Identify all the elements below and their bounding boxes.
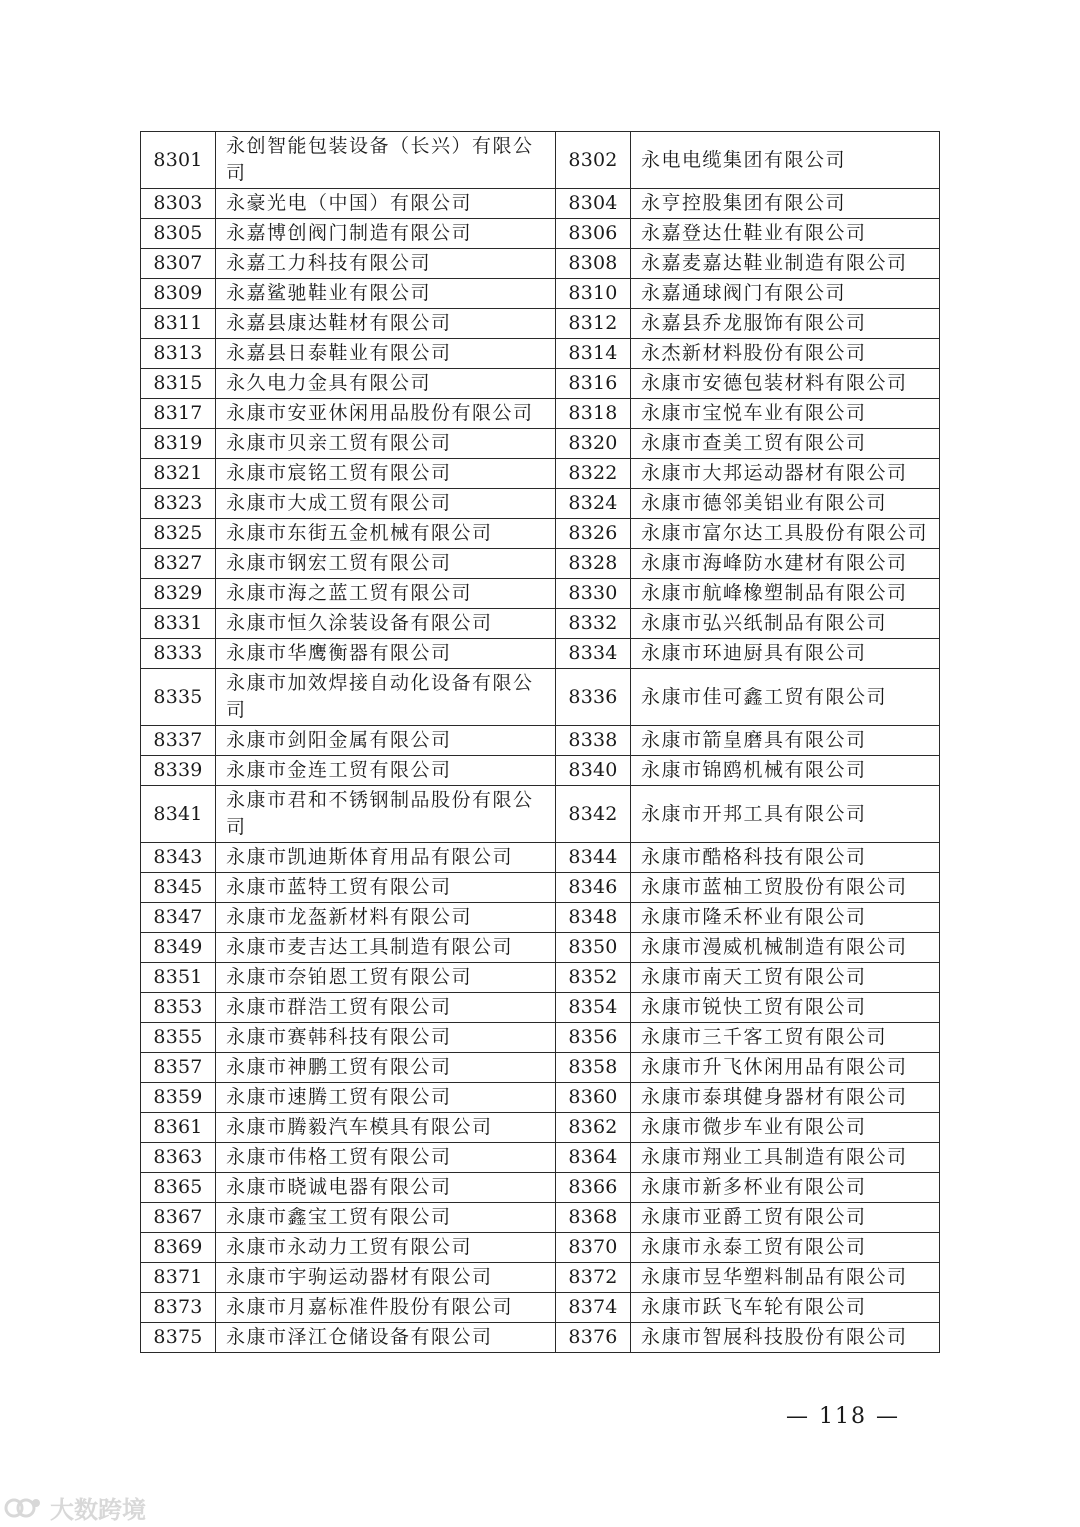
right-number-cell: 8372 <box>556 1263 631 1293</box>
left-number-cell: 8345 <box>141 873 216 903</box>
left-number-cell: 8337 <box>141 726 216 756</box>
left-number-cell: 8331 <box>141 609 216 639</box>
right-number-cell: 8376 <box>556 1323 631 1353</box>
table-row <box>141 1203 940 1233</box>
left-company-cell: 永康市赛韩科技有限公司 <box>216 1023 556 1053</box>
right-number-cell: 8340 <box>556 756 631 786</box>
left-company-cell: 永康市伟格工贸有限公司 <box>216 1143 556 1173</box>
right-number-cell: 8320 <box>556 429 631 459</box>
left-number-cell: 8371 <box>141 1263 216 1293</box>
table-row <box>141 579 940 609</box>
left-number-cell: 8339 <box>141 756 216 786</box>
table-row <box>141 1173 940 1203</box>
left-company-cell: 永康市晓诚电器有限公司 <box>216 1173 556 1203</box>
table-row <box>141 132 940 189</box>
right-company-cell: 永康市永泰工贸有限公司 <box>631 1233 940 1263</box>
right-company-cell: 永康市酷格科技有限公司 <box>631 843 940 873</box>
left-company-cell: 永康市金连工贸有限公司 <box>216 756 556 786</box>
left-number-cell: 8355 <box>141 1023 216 1053</box>
right-company-cell: 永杰新材料股份有限公司 <box>631 339 940 369</box>
right-company-cell: 永康市德邻美铝业有限公司 <box>631 489 940 519</box>
left-number-cell: 8365 <box>141 1173 216 1203</box>
left-number-cell: 8357 <box>141 1053 216 1083</box>
left-company-cell: 永康市永动力工贸有限公司 <box>216 1233 556 1263</box>
table-row <box>141 1323 940 1353</box>
table-row <box>141 489 940 519</box>
right-number-cell: 8344 <box>556 843 631 873</box>
page-number: — 118 — <box>786 1404 900 1429</box>
right-company-cell: 永康市微步车业有限公司 <box>631 1113 940 1143</box>
table-row <box>141 1023 940 1053</box>
left-company-cell: 永康市月嘉标准件股份有限公司 <box>216 1293 556 1323</box>
left-company-cell: 永嘉博创阀门制造有限公司 <box>216 219 556 249</box>
right-company-cell: 永康市漫威机械制造有限公司 <box>631 933 940 963</box>
table-row <box>141 309 940 339</box>
right-number-cell: 8368 <box>556 1203 631 1233</box>
right-number-cell: 8304 <box>556 189 631 219</box>
watermark-logo-icon <box>4 1495 44 1521</box>
left-company-cell: 永康市奈铂恩工贸有限公司 <box>216 963 556 993</box>
table-row <box>141 339 940 369</box>
left-number-cell: 8335 <box>141 669 216 726</box>
left-number-cell: 8309 <box>141 279 216 309</box>
table-row <box>141 1113 940 1143</box>
table-row <box>141 963 940 993</box>
right-number-cell: 8306 <box>556 219 631 249</box>
company-list-body <box>141 132 940 1353</box>
table-row <box>141 519 940 549</box>
right-company-cell: 永康市富尔达工具股份有限公司 <box>631 519 940 549</box>
right-company-cell: 永康市新多杯业有限公司 <box>631 1173 940 1203</box>
right-company-cell: 永康市泰琪健身器材有限公司 <box>631 1083 940 1113</box>
left-company-cell: 永康市君和不锈钢制品股份有限公司 <box>216 786 556 843</box>
watermark-text: 大数跨境 <box>50 1496 146 1524</box>
left-number-cell: 8353 <box>141 993 216 1023</box>
left-number-cell: 8315 <box>141 369 216 399</box>
right-company-cell: 永康市隆禾杯业有限公司 <box>631 903 940 933</box>
right-number-cell: 8354 <box>556 993 631 1023</box>
left-company-cell: 永康市龙盔新材料有限公司 <box>216 903 556 933</box>
table-row <box>141 189 940 219</box>
right-number-cell: 8312 <box>556 309 631 339</box>
right-company-cell: 永嘉通球阀门有限公司 <box>631 279 940 309</box>
table-row <box>141 873 940 903</box>
table-row <box>141 993 940 1023</box>
left-company-cell: 永康市泽江仓储设备有限公司 <box>216 1323 556 1353</box>
table-row <box>141 249 940 279</box>
right-number-cell: 8324 <box>556 489 631 519</box>
left-number-cell: 8361 <box>141 1113 216 1143</box>
right-company-cell: 永电电缆集团有限公司 <box>631 132 940 189</box>
right-number-cell: 8316 <box>556 369 631 399</box>
table-row <box>141 369 940 399</box>
right-company-cell: 永康市开邦工具有限公司 <box>631 786 940 843</box>
right-company-cell: 永康市大邦运动器材有限公司 <box>631 459 940 489</box>
left-number-cell: 8369 <box>141 1233 216 1263</box>
right-company-cell: 永康市弘兴纸制品有限公司 <box>631 609 940 639</box>
right-number-cell: 8370 <box>556 1233 631 1263</box>
left-number-cell: 8343 <box>141 843 216 873</box>
left-number-cell: 8311 <box>141 309 216 339</box>
left-company-cell: 永康市安亚休闲用品股份有限公司 <box>216 399 556 429</box>
right-company-cell: 永嘉登达仕鞋业有限公司 <box>631 219 940 249</box>
left-company-cell: 永康市群浩工贸有限公司 <box>216 993 556 1023</box>
left-company-cell: 永康市宇驹运动器材有限公司 <box>216 1263 556 1293</box>
table-row <box>141 1083 940 1113</box>
table-row <box>141 726 940 756</box>
right-company-cell: 永康市翔业工具制造有限公司 <box>631 1143 940 1173</box>
right-company-cell: 永康市佳可鑫工贸有限公司 <box>631 669 940 726</box>
left-number-cell: 8323 <box>141 489 216 519</box>
right-company-cell: 永康市锐快工贸有限公司 <box>631 993 940 1023</box>
left-number-cell: 8373 <box>141 1293 216 1323</box>
right-number-cell: 8364 <box>556 1143 631 1173</box>
left-number-cell: 8303 <box>141 189 216 219</box>
right-company-cell: 永康市航峰橡塑制品有限公司 <box>631 579 940 609</box>
left-number-cell: 8327 <box>141 549 216 579</box>
right-number-cell: 8342 <box>556 786 631 843</box>
right-number-cell: 8308 <box>556 249 631 279</box>
right-number-cell: 8346 <box>556 873 631 903</box>
right-number-cell: 8338 <box>556 726 631 756</box>
left-company-cell: 永康市麦吉达工具制造有限公司 <box>216 933 556 963</box>
table-row <box>141 219 940 249</box>
table-row <box>141 756 940 786</box>
right-company-cell: 永康市安德包装材料有限公司 <box>631 369 940 399</box>
left-company-cell: 永康市东街五金机械有限公司 <box>216 519 556 549</box>
table-row <box>141 786 940 843</box>
left-company-cell: 永康市腾毅汽车模具有限公司 <box>216 1113 556 1143</box>
left-company-cell: 永久电力金具有限公司 <box>216 369 556 399</box>
left-number-cell: 8351 <box>141 963 216 993</box>
left-company-cell: 永康市恒久涂装设备有限公司 <box>216 609 556 639</box>
right-company-cell: 永康市跃飞车轮有限公司 <box>631 1293 940 1323</box>
left-company-cell: 永康市加效焊接自动化设备有限公司 <box>216 669 556 726</box>
table-row <box>141 609 940 639</box>
table-row <box>141 459 940 489</box>
table-row <box>141 549 940 579</box>
right-company-cell: 永康市宝悦车业有限公司 <box>631 399 940 429</box>
right-number-cell: 8360 <box>556 1083 631 1113</box>
left-number-cell: 8313 <box>141 339 216 369</box>
left-number-cell: 8329 <box>141 579 216 609</box>
right-company-cell: 永康市昱华塑料制品有限公司 <box>631 1263 940 1293</box>
table-row <box>141 1233 940 1263</box>
left-company-cell: 永康市宸铭工贸有限公司 <box>216 459 556 489</box>
right-company-cell: 永康市锦鸥机械有限公司 <box>631 756 940 786</box>
right-number-cell: 8336 <box>556 669 631 726</box>
table-row <box>141 639 940 669</box>
right-number-cell: 8350 <box>556 933 631 963</box>
left-number-cell: 8375 <box>141 1323 216 1353</box>
company-list-table <box>140 131 940 1353</box>
right-company-cell: 永康市三千客工贸有限公司 <box>631 1023 940 1053</box>
right-number-cell: 8330 <box>556 579 631 609</box>
left-number-cell: 8363 <box>141 1143 216 1173</box>
right-company-cell: 永嘉县乔龙服饰有限公司 <box>631 309 940 339</box>
left-company-cell: 永嘉工力科技有限公司 <box>216 249 556 279</box>
table-row <box>141 669 940 726</box>
table-row <box>141 1293 940 1323</box>
left-company-cell: 永康市剑阳金属有限公司 <box>216 726 556 756</box>
left-company-cell: 永康市速腾工贸有限公司 <box>216 1083 556 1113</box>
left-company-cell: 永豪光电（中国）有限公司 <box>216 189 556 219</box>
right-company-cell: 永康市南天工贸有限公司 <box>631 963 940 993</box>
right-number-cell: 8366 <box>556 1173 631 1203</box>
left-number-cell: 8301 <box>141 132 216 189</box>
left-number-cell: 8333 <box>141 639 216 669</box>
left-company-cell: 永康市凯迪斯体育用品有限公司 <box>216 843 556 873</box>
left-company-cell: 永康市鑫宝工贸有限公司 <box>216 1203 556 1233</box>
left-company-cell: 永康市神鹏工贸有限公司 <box>216 1053 556 1083</box>
right-number-cell: 8356 <box>556 1023 631 1053</box>
right-company-cell: 永康市箭皇磨具有限公司 <box>631 726 940 756</box>
right-number-cell: 8328 <box>556 549 631 579</box>
left-number-cell: 8367 <box>141 1203 216 1233</box>
left-number-cell: 8319 <box>141 429 216 459</box>
right-number-cell: 8314 <box>556 339 631 369</box>
left-company-cell: 永嘉县日泰鞋业有限公司 <box>216 339 556 369</box>
left-number-cell: 8317 <box>141 399 216 429</box>
table-row <box>141 429 940 459</box>
right-number-cell: 8362 <box>556 1113 631 1143</box>
left-number-cell: 8307 <box>141 249 216 279</box>
right-number-cell: 8318 <box>556 399 631 429</box>
right-number-cell: 8352 <box>556 963 631 993</box>
left-company-cell: 永康市大成工贸有限公司 <box>216 489 556 519</box>
right-company-cell: 永康市环迪厨具有限公司 <box>631 639 940 669</box>
right-company-cell: 永康市智展科技股份有限公司 <box>631 1323 940 1353</box>
table-row <box>141 1143 940 1173</box>
left-number-cell: 8325 <box>141 519 216 549</box>
table-row <box>141 843 940 873</box>
left-company-cell: 永康市贝亲工贸有限公司 <box>216 429 556 459</box>
right-company-cell: 永康市蓝柚工贸股份有限公司 <box>631 873 940 903</box>
left-number-cell: 8359 <box>141 1083 216 1113</box>
left-company-cell: 永嘉鲨驰鞋业有限公司 <box>216 279 556 309</box>
right-number-cell: 8332 <box>556 609 631 639</box>
watermark <box>4 1490 146 1525</box>
right-company-cell: 永亨控股集团有限公司 <box>631 189 940 219</box>
right-number-cell: 8302 <box>556 132 631 189</box>
right-number-cell: 8374 <box>556 1293 631 1323</box>
left-number-cell: 8321 <box>141 459 216 489</box>
right-company-cell: 永康市升飞休闲用品有限公司 <box>631 1053 940 1083</box>
table-row <box>141 279 940 309</box>
left-number-cell: 8347 <box>141 903 216 933</box>
right-company-cell: 永嘉麦嘉达鞋业制造有限公司 <box>631 249 940 279</box>
left-company-cell: 永康市钢宏工贸有限公司 <box>216 549 556 579</box>
right-number-cell: 8358 <box>556 1053 631 1083</box>
right-number-cell: 8334 <box>556 639 631 669</box>
left-company-cell: 永康市华鹰衡器有限公司 <box>216 639 556 669</box>
table-row <box>141 1263 940 1293</box>
right-number-cell: 8322 <box>556 459 631 489</box>
left-company-cell: 永康市海之蓝工贸有限公司 <box>216 579 556 609</box>
left-number-cell: 8305 <box>141 219 216 249</box>
left-company-cell: 永嘉县康达鞋材有限公司 <box>216 309 556 339</box>
left-company-cell: 永创智能包装设备（长兴）有限公司 <box>216 132 556 189</box>
left-number-cell: 8341 <box>141 786 216 843</box>
right-number-cell: 8326 <box>556 519 631 549</box>
left-company-cell: 永康市蓝特工贸有限公司 <box>216 873 556 903</box>
right-number-cell: 8310 <box>556 279 631 309</box>
left-number-cell: 8349 <box>141 933 216 963</box>
right-company-cell: 永康市查美工贸有限公司 <box>631 429 940 459</box>
table-row <box>141 933 940 963</box>
table-row <box>141 399 940 429</box>
right-company-cell: 永康市海峰防水建材有限公司 <box>631 549 940 579</box>
right-number-cell: 8348 <box>556 903 631 933</box>
table-row <box>141 1053 940 1083</box>
table-row <box>141 903 940 933</box>
right-company-cell: 永康市亚爵工贸有限公司 <box>631 1203 940 1233</box>
